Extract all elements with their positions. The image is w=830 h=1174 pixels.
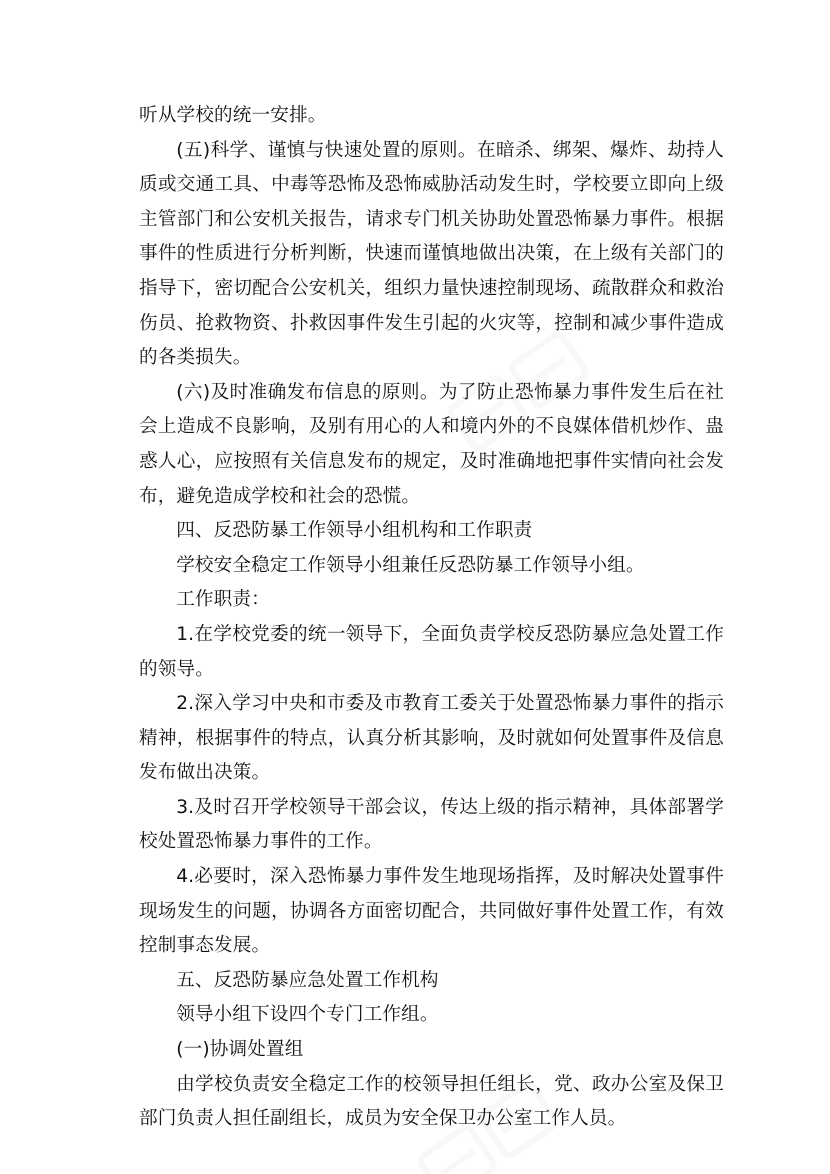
paragraph-principle-5: (五)科学、谨慎与快速处置的原则。在暗杀、绑架、爆炸、劫持人质或交通工具、中毒等恐怖及恐怖威胁活动发生时，学校要立即向上级主管部门和公安机关报告，请求专门机关协助处置恐怖暴力事件。根据事件的性质进行分析判断，快速而谨慎地做出决策，在上级有关部门的指导下，密切配合公安机关，组织力量快速控制现场、疏散群众和救治伤员、抢救物资、扑救因事件发生引起的火灾等，控制和减少事件造成的各类损失。	[139, 139, 724, 369]
duty-item-4: 4.必要时，深入恐怖暴力事件发生地现场指挥，及时解决处置事件现场发生的问题，协调各方面密切配合，共同做好事件处置工作，有效控制事态发展。	[139, 866, 724, 957]
paragraph-continued: 听从学校的统一安排。	[139, 105, 327, 126]
document-body	[139, 99, 724, 1137]
paragraph-group-1-members: 由学校负责安全稳定工作的校领导担任组长，党、政办公室及保卫部门负责人担任副组长，成员为安全保卫办公室工作人员。	[139, 1073, 724, 1130]
duties-label: 工作职责：	[176, 589, 270, 611]
duty-item-2: 2.深入学习中央和市委及市教育工委关于处置恐怖暴力事件的指示精神，根据事件的特点，认真分析其影响，及时就如何处置事件及信息发布做出决策。	[139, 693, 724, 784]
section-heading-5: 五、反恐防暴应急处置工作机构	[176, 969, 439, 991]
paragraph-four-groups: 领导小组下设四个专门工作组。	[176, 1004, 439, 1026]
duty-item-3: 3.及时召开学校领导干部会议，传达上级的指示精神，具体部署学校处置恐怖暴力事件的工作。	[139, 796, 724, 853]
paragraph-leading-group: 学校安全稳定工作领导小组兼任反恐防暴工作领导小组。	[176, 554, 645, 576]
duty-item-1: 1.在学校党委的统一领导下，全面负责学校反恐防暴应急处置工作的领导。	[139, 623, 724, 680]
subheading-group-1: (一)协调处置组	[176, 1039, 304, 1061]
paragraph-principle-6: (六)及时准确发布信息的原则。为了防止恐怖暴力事件发生后在社会上造成不良影响，及别有用心的人和境内外的不良媒体借机炒作、蛊惑人心，应按照有关信息发布的规定，及时准确地把事件实情向社会发布，避免造成学校和社会的恐慌。	[139, 381, 724, 507]
section-heading-4: 四、反恐防暴工作领导小组机构和工作职责	[176, 520, 533, 542]
